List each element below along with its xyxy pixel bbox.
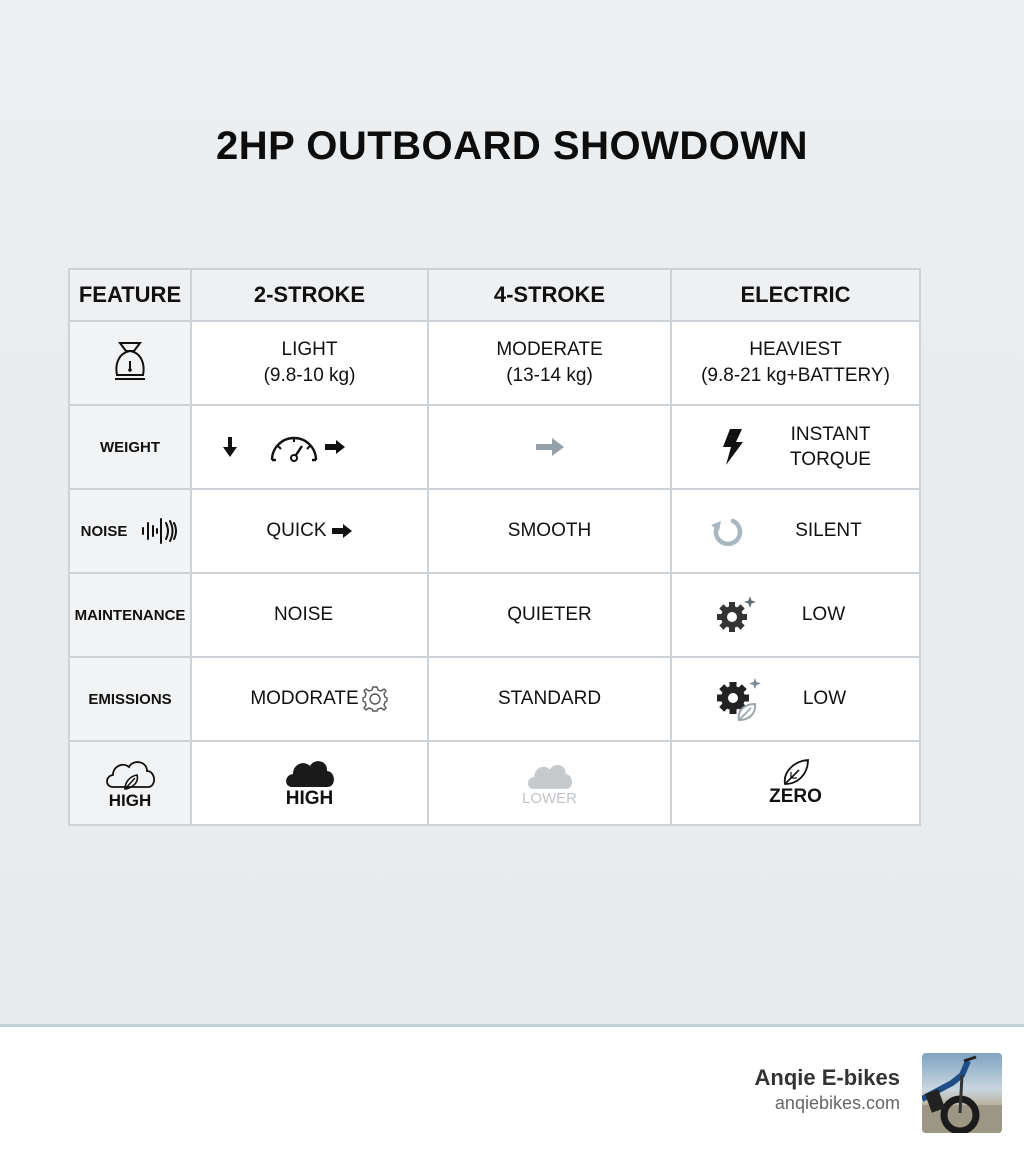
cell-4-stroke xyxy=(428,321,671,405)
cell-electric xyxy=(671,321,920,405)
cell-text: (9.8-10 kg) xyxy=(263,365,356,386)
brand-name: Anqie E-bikes xyxy=(754,1065,900,1090)
table-row xyxy=(69,489,920,573)
cell-text: INSTANT xyxy=(790,424,871,445)
feature-label: NOISE xyxy=(80,522,128,540)
feature-cell: MAINTENANCE xyxy=(69,573,191,657)
gear-leaf-icon xyxy=(715,676,761,722)
gear-sparkle-icon xyxy=(716,595,756,635)
arrow-right-icon xyxy=(324,439,346,455)
cell-4-stroke xyxy=(428,405,671,489)
cell-text: (13-14 kg) xyxy=(506,365,593,386)
cell-2-stroke xyxy=(191,741,428,825)
cell-4-stroke: STANDARD xyxy=(428,657,671,741)
feature-cell xyxy=(69,741,191,825)
feature-label: HIGH xyxy=(108,791,152,810)
e-bike-photo xyxy=(922,1053,1002,1133)
cloud-filled-icon xyxy=(284,756,336,788)
feature-cell: EMISSIONS xyxy=(69,657,191,741)
cell-2-stroke xyxy=(191,321,428,405)
brand-url[interactable]: anqiebikes.com xyxy=(774,1093,900,1113)
table-row xyxy=(69,657,920,741)
cloud-leaf-icon xyxy=(103,757,157,791)
lightning-icon xyxy=(720,428,744,466)
cell-4-stroke: SMOOTH xyxy=(428,489,671,573)
header-2-stroke: 2-STROKE xyxy=(191,269,428,321)
e-bike-illustration-icon xyxy=(922,1053,1002,1133)
cell-4-stroke xyxy=(428,741,671,825)
speedometer-icon xyxy=(268,432,320,462)
cell-2-stroke xyxy=(191,405,428,489)
cell-text: LOW xyxy=(801,604,846,625)
comparison-table xyxy=(68,268,921,826)
cloud-light-icon xyxy=(526,760,574,790)
cell-text: ZERO xyxy=(769,786,822,807)
feature-cell xyxy=(69,321,191,405)
cell-text: LOWER xyxy=(521,789,577,807)
cell-text: MODORATE xyxy=(250,688,359,709)
feature-cell xyxy=(69,489,191,573)
table-row xyxy=(69,321,920,405)
table-row xyxy=(69,573,920,657)
cell-electric xyxy=(671,489,920,573)
refresh-icon xyxy=(709,513,745,549)
cell-electric xyxy=(671,573,920,657)
scale-icon xyxy=(110,339,150,387)
cell-text: QUICK xyxy=(266,520,327,541)
cell-electric xyxy=(671,741,920,825)
cell-text: (9.8-21 kg+BATTERY) xyxy=(701,365,890,386)
table-row xyxy=(69,741,920,825)
cell-text: LOW xyxy=(802,688,847,709)
table-row xyxy=(69,405,920,489)
cell-text: HEAVIEST xyxy=(749,339,842,360)
footer xyxy=(0,1024,1024,1154)
cell-4-stroke: QUIETER xyxy=(428,573,671,657)
soundwave-icon xyxy=(141,515,179,547)
cell-2-stroke: NOISE xyxy=(191,573,428,657)
leaf-icon xyxy=(782,758,810,786)
page-title: 2HP OUTBOARD SHOWDOWN xyxy=(216,124,808,168)
cell-electric xyxy=(671,405,920,489)
cell-text: MODERATE xyxy=(496,339,603,360)
arrow-down-icon xyxy=(222,436,238,458)
table-header-row xyxy=(69,269,920,321)
brand-block xyxy=(755,1065,900,1114)
header-4-stroke: 4-STROKE xyxy=(428,269,671,321)
gear-outline-icon xyxy=(361,685,389,713)
arrow-right-icon xyxy=(331,523,353,539)
cell-text: LIGHT xyxy=(281,339,338,360)
cell-electric xyxy=(671,657,920,741)
arrow-right-icon xyxy=(535,436,565,458)
header-electric: ELECTRIC xyxy=(671,269,920,321)
header-feature: FEATURE xyxy=(69,269,191,321)
cell-2-stroke xyxy=(191,657,428,741)
cell-text: HIGH xyxy=(285,788,334,809)
cell-2-stroke xyxy=(191,489,428,573)
cell-text: TORQUE xyxy=(790,449,871,470)
cell-text: SILENT xyxy=(795,520,862,541)
feature-cell: WEIGHT xyxy=(69,405,191,489)
